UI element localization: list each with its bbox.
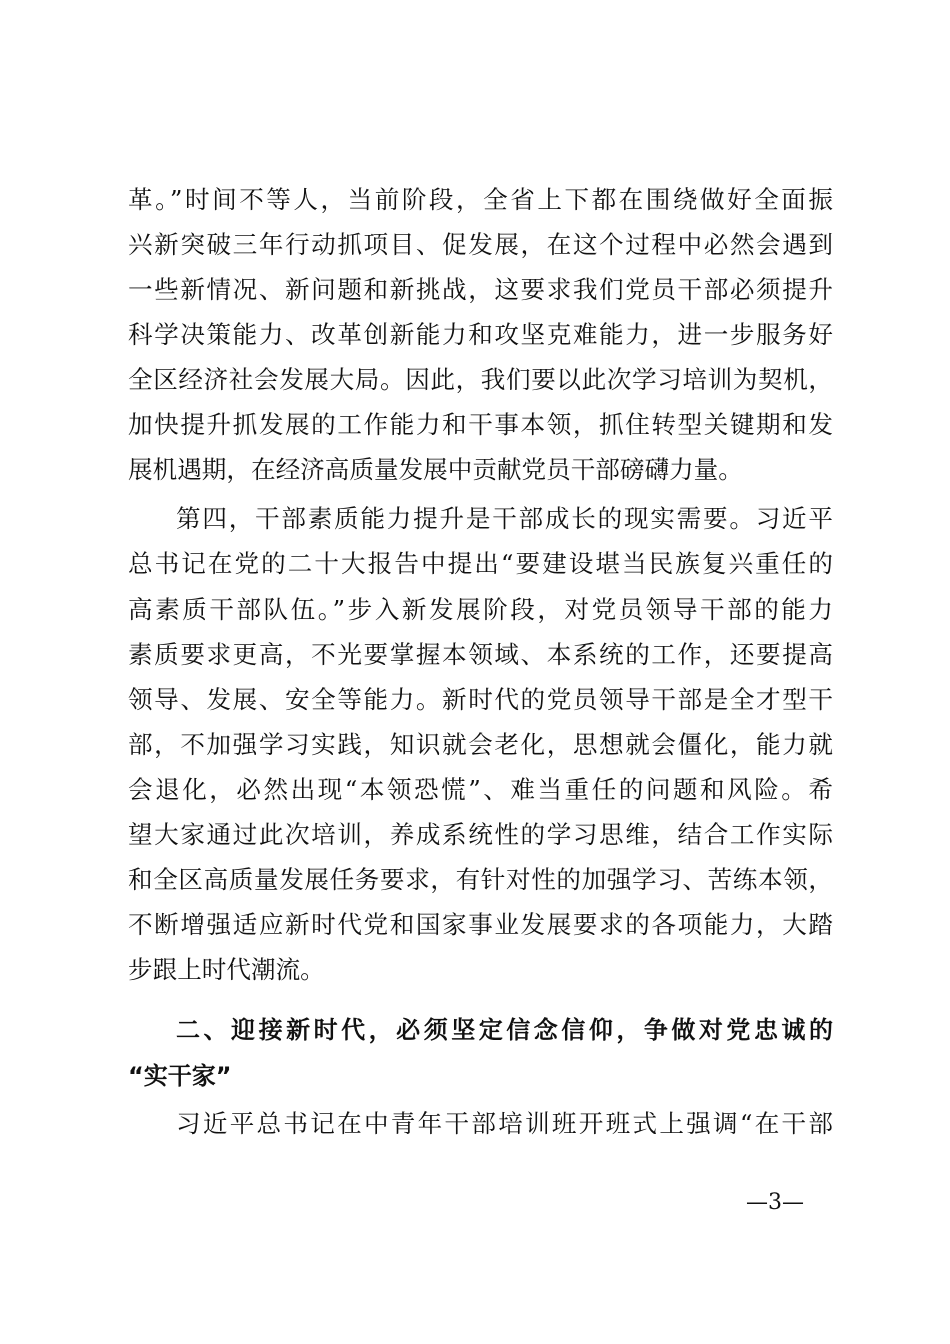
text-line: 科学决策能力、改革创新能力和攻坚克难能力，进一步服务好 [128, 320, 833, 349]
text-line: 习近平总书记在中青年干部培训班开班式上强调“在干部 [176, 1109, 833, 1138]
section-heading: 二、迎接新时代，必须坚定信念信仰，争做对党忠诚的 [176, 1016, 833, 1044]
text-line: 不断增强适应新时代党和国家事业发展要求的各项能力，大踏 [128, 910, 833, 939]
text-line: 一些新情况、新问题和新挑战，这要求我们党员干部必须提升 [128, 275, 833, 304]
text-line: 高素质干部队伍。”步入新发展阶段，对党员领导干部的能力 [128, 595, 833, 624]
page-number: —3— [746, 1190, 804, 1215]
text-line: 全区经济社会发展大局。因此，我们要以此次学习培训为契机， [128, 365, 833, 394]
section-heading: “实干家” [128, 1062, 232, 1090]
text-line: 加快提升抓发展的工作能力和干事本领，抓住转型关键期和发 [128, 410, 833, 439]
text-line: 第四，干部素质能力提升是干部成长的现实需要。习近平 [176, 504, 833, 533]
text-line: 素质要求更高，不光要掌握本领域、本系统的工作，还要提高 [128, 640, 833, 669]
text-line: 步跟上时代潮流。 [128, 955, 325, 984]
text-line: 展机遇期，在经济高质量发展中贡献党员干部磅礴力量。 [128, 455, 743, 484]
text-line: 革。”时间不等人，当前阶段，全省上下都在围绕做好全面振 [128, 185, 833, 214]
text-line: 领导、发展、安全等能力。新时代的党员领导干部是全才型干 [128, 685, 833, 714]
text-line: 部，不加强学习实践，知识就会老化，思想就会僵化，能力就 [128, 730, 833, 759]
text-line: 兴新突破三年行动抓项目、促发展，在这个过程中必然会遇到 [128, 230, 833, 259]
text-line: 会退化，必然出现“本领恐慌”、难当重任的问题和风险。希 [128, 775, 833, 804]
text-line: 望大家通过此次培训，养成系统性的学习思维，结合工作实际 [128, 820, 833, 849]
text-line: 总书记在党的二十大报告中提出“要建设堪当民族复兴重任的 [128, 549, 833, 578]
text-line: 和全区高质量发展任务要求，有针对性的加强学习、苦练本领， [128, 865, 833, 894]
